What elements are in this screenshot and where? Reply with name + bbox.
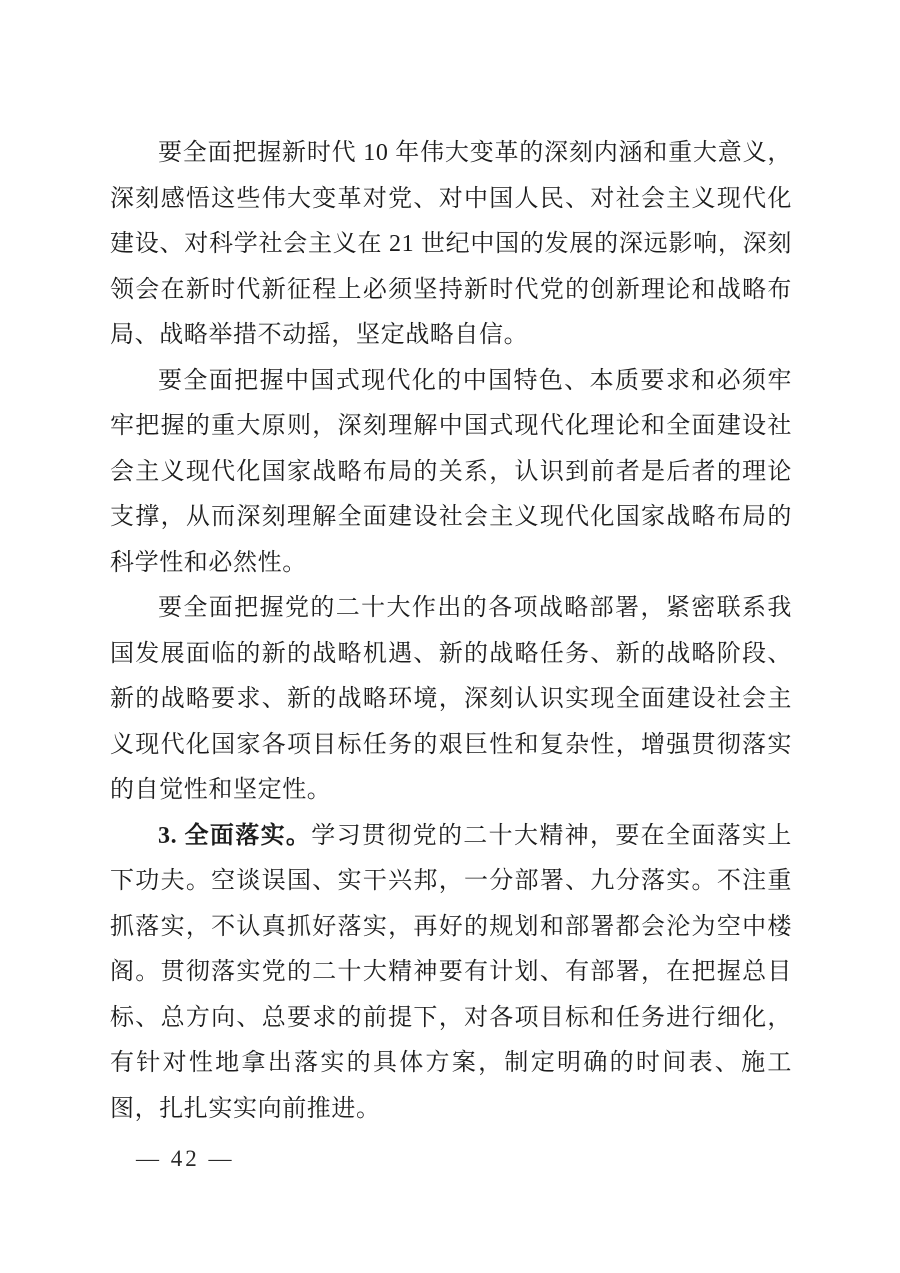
- body-paragraph-4: [110, 814, 792, 1133]
- body-paragraph-1: 要全面把握新时代 10 年伟大变革的深刻内涵和重大意义，深刻感悟这些伟大变革对党、对中国人民、对社会主义现代化建设、对科学社会主义在 21 世纪中国的发展的深远影响，深刻领会在新时代新征程上必须坚持新时代党的创新理论和战略布局、战略举措不动摇，坚定战略自信。: [110, 140, 792, 348]
- body-paragraph-3: 要全面把握党的二十大作出的各项战略部署，紧密联系我国发展面临的新的战略机遇、新的战略任务、新的战略阶段、新的战略要求、新的战略环境，深刻认识实现全面建设社会主义现代化国家各项目标任务的艰巨性和复杂性，增强贯彻落实的自觉性和坚定性。: [110, 595, 792, 803]
- paragraph-4-body-text: 学习贯彻党的二十大精神，要在全面落实上下功夫。空谈误国、实干兴邦，一分部署、九分落实。不注重抓落实，不认真抓好落实，再好的规划和部署都会沦为空中楼阁。贯彻落实党的二十大精神要有计划、有部署，在把握总目标、总方向、总要求的前提下，对各项目标和任务进行细化，有针对性地拿出落实的具体方案，制定明确的时间表、施工图，扎扎实实向前推进。: [110, 822, 792, 1122]
- document-text-block: [110, 131, 792, 1132]
- paragraph-4-bold-heading: 3. 全面落实。: [158, 822, 312, 849]
- page-number: — 42 —: [136, 1146, 235, 1171]
- body-paragraph-2: 要全面把握中国式现代化的中国特色、本质要求和必须牢牢把握的重大原则，深刻理解中国式现代化理论和全面建设社会主义现代化国家战略布局的关系，认识到前者是后者的理论支撑，从而深刻理解全面建设社会主义现代化国家战略布局的科学性和必然性。: [110, 367, 792, 576]
